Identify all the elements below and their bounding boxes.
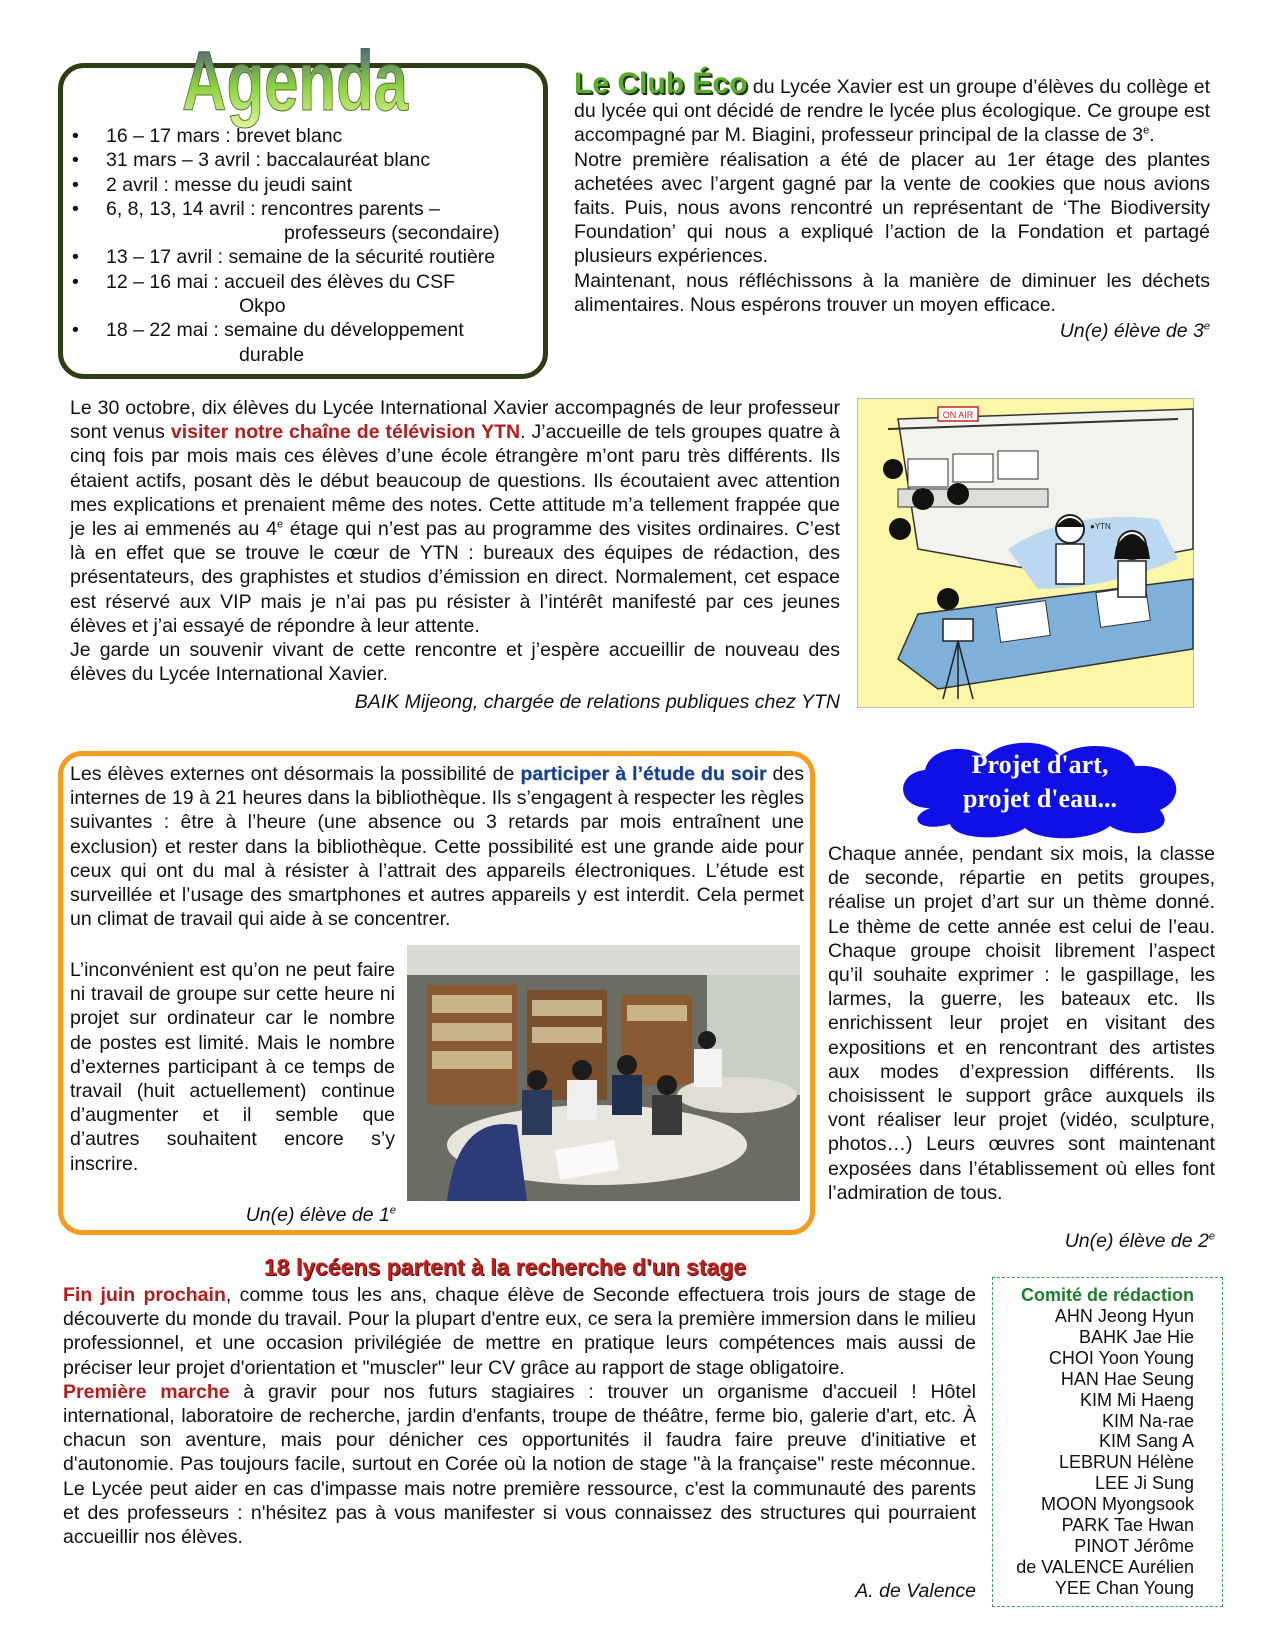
stage-paragraph: Première marche à gravir pour nos futurs stagiaires : trouver un organisme d'accueil ! Hôtel international, laboratoire de recherche, jardin d'enfants, troupe de théâtre, ferme bio, galerie d'art, etc. À chacun son aventure, mais pour dénicher ces opportunités il faudra faire preuve d'initiative et d'autonomie. Pas toujours facile, surtout en Corée où la notion de stage "à la française" reste méconnue. Le Lycée peut aider en cas d'impasse mais notre première ressource, c'est la communauté des parents et des professeurs : n'hésitez pas à vous manifester si vous connaissez des structures qui pourraient accueillir nos élèves. — [63, 1380, 976, 1549]
svg-text:●YTN: ●YTN — [1090, 522, 1111, 531]
etude-signature: Un(e) élève de 1e — [245, 1204, 396, 1226]
club-eco-title: Le Club Éco — [574, 67, 748, 100]
agenda-title: Agenda — [182, 34, 409, 128]
comite-member: AHN Jeong Hyun — [1054, 1306, 1194, 1326]
etude-highlight: participer à l’étude du soir — [520, 763, 767, 785]
ytn-studio-drawing — [858, 399, 1193, 707]
agenda-item: • 12 – 16 mai : accueil des élèves du CSF Okpo — [68, 270, 548, 319]
club-eco-paragraph: Le Club Éco du Lycée Xavier est un groupe d’élèves du collège et du lycée qui ont décidé de rendre le lycée plus écologique. Ce groupe est accompagné par M. Biagini, professeur principal de la classe de 3e. — [574, 67, 1210, 147]
library-photo-drawing — [407, 945, 800, 1201]
art-signature: Un(e) élève de 2e — [1064, 1230, 1215, 1252]
comite-member: YEE Chan Young — [1054, 1577, 1194, 1598]
comite-member: de VALENCE Aurélien — [1016, 1556, 1194, 1577]
etude-paragraph: Les élèves externes ont désormais la possibilité de participer à l’étude du soir des internes de 19 à 21 heures dans la bibliothèque. Ils s’engagent à respecter les règles suivantes : être à l’heure (une absence ou 3 retards par mois entraînent une exclusion) et rester dans la bibliothèque. Cette possibilité est une grande aide pour ceux qui ont du mal à résister à l’attrait des appareils électroniques. L’étude est surveillée et l’usage des smartphones et autres appareils y est interdit. Cela permet un climat de travail qui aide à se concentrer. — [70, 763, 804, 931]
library-photo — [407, 945, 800, 1201]
comite-member: MOON Myongsook — [1040, 1494, 1194, 1515]
stage-title: 18 lycéens partent à la recherche d'un stage — [263, 1254, 747, 1280]
comite-list — [998, 1306, 1194, 1599]
agenda-item: • 18 – 22 mai : semaine du développement durable — [68, 318, 548, 367]
comite-member: HAN Hae Seung — [1060, 1368, 1194, 1389]
comite-member: PINOT Jérôme — [1074, 1535, 1194, 1556]
comite-member: PARK Tae Hwan — [1061, 1515, 1194, 1536]
ytn-paragraph: Le 30 octobre, dix élèves du Lycée International Xavier accompagnés de leur professeur sont venus visiter notre chaîne de télévision YTN. J’accueille de tels groupes quatre à cinq fois par mois mais ces élèves d’une école étrangère m’ont paru très différents. Ils étaient actifs, posant dès le début beaucoup de questions. Ils écoutaient avec attention mes explications et prenaient même des notes. Cette attitude m’a tellement frappée que je les ai emmenés au 4e étage qui n’est pas au programme des visites ordinaires. C’est là en effet que se trouve le cœur de YTN : bureaux des équipes de rédaction, des présentateurs, des graphistes et studios d’émission en direct. Normalement, cet espace est réservé aux VIP mais je n’ai pas pu résister à l’intérêt manifesté par ces jeunes élèves et j’ai essayé de répondre à leur attente. — [70, 397, 840, 637]
club-eco-paragraph: Notre première réalisation a été de placer au 1er étage des plantes achetées avec l’argent gagné par la vente de cookies que nous avions faits. Puis, nous avons rencontré un représentant de ‘The Biodiversity Foundation’ qui nous a expliqué l’action de la Fondation et partagé plusieurs expériences. — [574, 148, 1210, 268]
svg-text:ON AIR: ON AIR — [942, 410, 974, 420]
agenda-item: • 2 avril : messe du jeudi saint — [68, 173, 548, 197]
agenda-title-wordart — [175, 20, 415, 128]
comite-member: KIM Na-rae — [1101, 1410, 1194, 1431]
agenda-item: • 6, 8, 13, 14 avril : rencontres parents – professeurs (secondaire) — [68, 197, 548, 246]
club-eco-signature: Un(e) élève de 3e — [1059, 320, 1210, 343]
comite-member: LEE Ji Sung — [1094, 1473, 1194, 1494]
agenda-item: • 13 – 17 avril : semaine de la sécurité routière — [68, 245, 548, 269]
stage-signature: A. de Valence — [855, 1580, 976, 1602]
art-title: Projet d'art, projet d'eau... — [962, 750, 1118, 813]
ytn-illustration — [857, 398, 1194, 708]
comite-title: Comité de rédaction — [1020, 1285, 1195, 1305]
comite-member: CHOI Yoon Young — [1048, 1347, 1194, 1368]
ytn-article — [70, 396, 840, 714]
agenda-item: • 31 mars – 3 avril : baccalauréat blanc — [68, 148, 548, 172]
ytn-signature: BAIK Mijeong, chargée de relations publiques chez YTN — [354, 691, 840, 714]
agenda-item: • 16 – 17 mars : brevet blanc — [68, 124, 548, 148]
stage-article — [63, 1283, 976, 1549]
comite-member: LEBRUN Hélène — [1058, 1452, 1194, 1473]
art-article: Chaque année, pendant six mois, la classe de seconde, répartie en petits groupes, réalise un projet d’art sur un thème donné. Le thème de cette année est celui de l’eau. Chaque groupe choisit librement l’aspect qu’il souhaite exprimer : le gaspillage, les larmes, la guerre, les bateaux etc. Ils enrichissent leur projet en visitant des expositions et en rencontrant des artistes aux modes d’expression différents. Ils choisissent le support grâce auxquels ils vont réaliser leur projet (vidéo, sculpture, photos…) Leurs œuvres sont maintenant exposées dans l’établissement où elles font l’admiration de tous. — [828, 843, 1215, 1204]
club-eco-paragraph: Maintenant, nous réfléchissons à la manière de diminuer les déchets alimentaires. Nous espérons trouver un moyen efficace. — [574, 269, 1210, 316]
comite-member: KIM Mi Haeng — [1079, 1389, 1194, 1410]
club-eco-article — [574, 67, 1210, 343]
comite-member: BAHK Jae Hie — [1078, 1326, 1194, 1347]
agenda-list — [68, 124, 548, 367]
ytn-highlight: visiter notre chaîne de télévision YTN — [170, 421, 521, 444]
etude-paragraph: L’inconvénient est qu’on ne peut faire ni travail de groupe sur cette heure ni projet sur ordinateur car le nombre de postes est limité. Mais le nombre d’externes participant à ce temps de travail (huit actuellement) continue d’augmenter et il semble que d’autres souhaitent encore s’y inscrire. — [70, 959, 395, 1175]
ytn-paragraph: Je garde un souvenir vivant de cette rencontre et j’espère accueillir de nouveau des élèves du Lycée International Xavier. — [70, 639, 840, 686]
stage-paragraph: Fin juin prochain, comme tous les ans, chaque élève de Seconde effectuera trois jours de stage de découverte du monde du travail. Pour la plupart d'entre eux, ce sera la première immersion dans le milieu professionnel, et une occasion privilégiée de mettre en pratique leurs compétences mais aussi de préciser leur projet d'orientation et "muscler" leur CV grâce au rapport de stage obligatoire. — [63, 1284, 976, 1379]
comite-member: KIM Sang A — [1098, 1431, 1194, 1452]
